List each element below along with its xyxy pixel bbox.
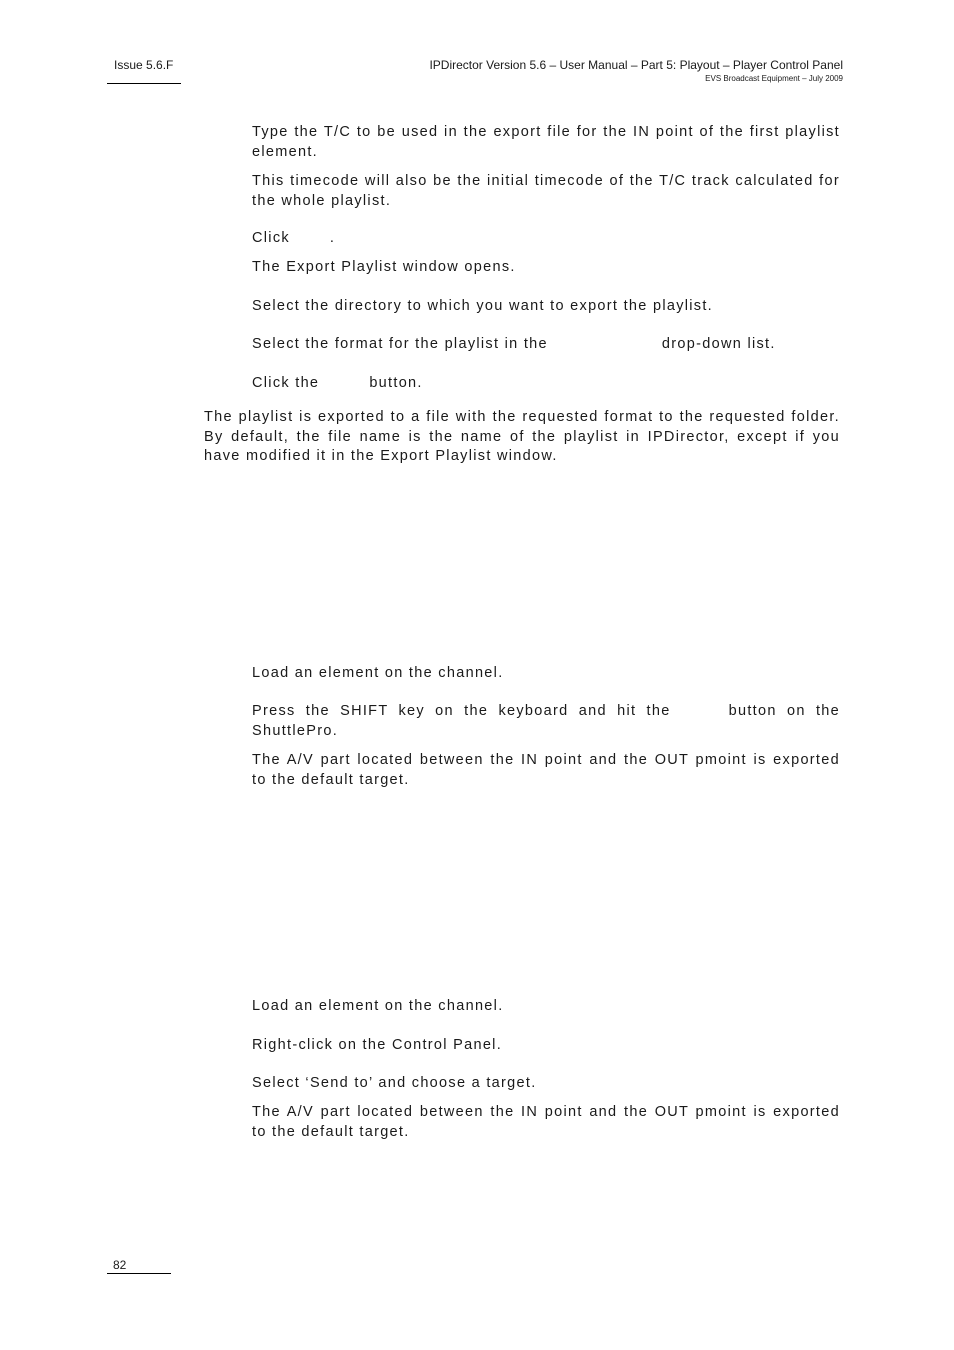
step-load-element: Load an element on the channel. xyxy=(252,998,504,1014)
document-title: IPDirector Version 5.6 – User Manual – Part 5: Playout – Player Control Panel xyxy=(429,58,843,72)
step-load-element: Load an element on the channel. xyxy=(252,665,504,681)
step-window-opens: The Export Playlist window opens. xyxy=(252,259,516,275)
result-av-export: The A/V part located between the IN point and the OUT pmoint is exported to the default target. xyxy=(252,1104,840,1140)
step-select-format-tail: drop-down list. xyxy=(661,336,776,352)
step-press-shift-text: Press the SHIFT key on the keyboard and hit the xyxy=(252,703,671,719)
step-select-format xyxy=(252,335,840,355)
step-click-button xyxy=(252,374,840,394)
step-right-click: Right-click on the Control Panel. xyxy=(252,1037,503,1053)
step-press-shift-tail: button on the ShuttlePro. xyxy=(252,703,840,739)
step-select-format-text: Select the format for the playlist in the xyxy=(252,336,548,352)
step-type-timecode: Type the T/C to be used in the export file for the IN point of the first playlist element. xyxy=(252,124,840,160)
header-rule xyxy=(107,83,181,84)
step-note-timecode: This timecode will also be the initial timecode of the T/C track calculated for the whole playlist. xyxy=(252,173,840,209)
footer-rule xyxy=(107,1273,171,1274)
step-click-period: . xyxy=(329,230,336,246)
step-select-directory: Select the directory to which you want to export the playlist. xyxy=(252,298,714,314)
step-send-to: Select ‘Send to’ and choose a target. xyxy=(252,1075,537,1091)
step-click-button-text: Click the xyxy=(252,375,320,391)
page-number: 82 xyxy=(113,1258,127,1272)
issue-label: Issue 5.6.F xyxy=(114,58,174,72)
step-click xyxy=(252,229,840,249)
step-click-button-tail: button. xyxy=(369,375,423,391)
document-subtitle: EVS Broadcast Equipment – July 2009 xyxy=(705,74,843,83)
result-av-export: The A/V part located between the IN point and the OUT pmoint is exported to the default target. xyxy=(252,752,840,788)
step-click-text: Click xyxy=(252,230,290,246)
result-paragraph: The playlist is exported to a file with the requested format to the requested folder. By default, the file name is the name of the playlist in IPDirector, except if you have modified it in the Export Playlist window. xyxy=(204,409,840,464)
step-press-shift xyxy=(252,702,840,741)
